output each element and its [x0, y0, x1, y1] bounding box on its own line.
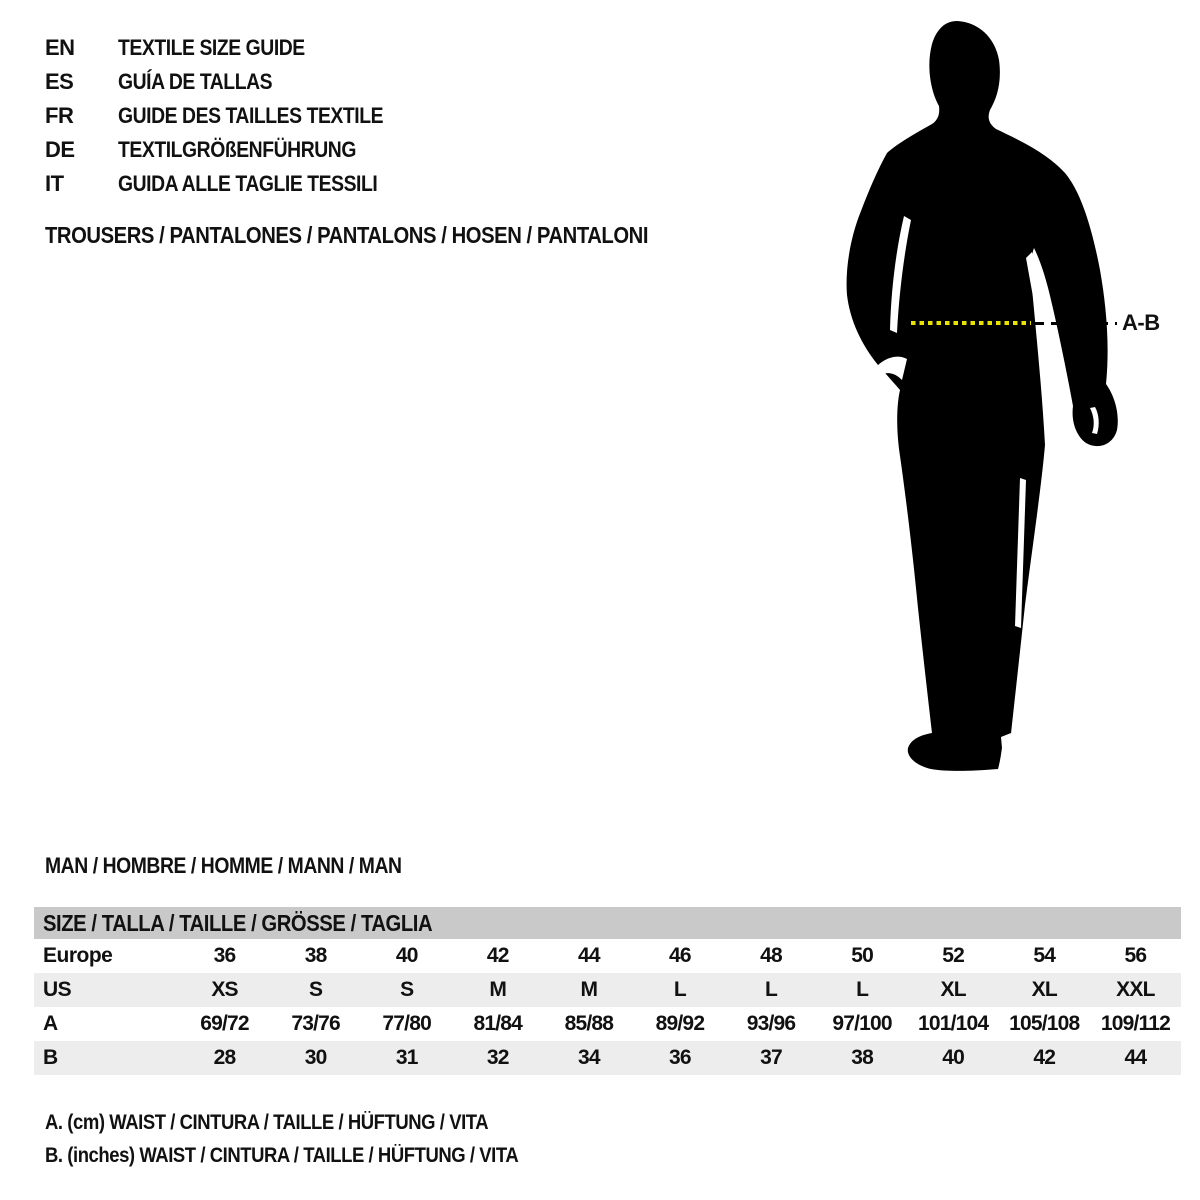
size-table-header-row: [34, 907, 1181, 939]
cell-value: 101/104: [918, 1012, 989, 1035]
cell-value: 81/84: [473, 1012, 523, 1035]
note-b-inches: [45, 1139, 583, 1172]
language-label: TEXTILGRÖßENFÜHRUNG: [118, 137, 356, 162]
section-title-text: MAN / HOMBRE / HOMME / MANN / MAN: [45, 853, 402, 878]
figure-silhouette: [840, 10, 1180, 785]
cell-value: XL: [1031, 978, 1057, 1001]
cell-value: 93/96: [746, 1012, 796, 1035]
cell-value: 36: [213, 944, 236, 967]
waist-measure-dashed-line: [1035, 322, 1117, 325]
cell-value: 32: [486, 1046, 509, 1069]
language-row-fr: [45, 99, 419, 133]
cell-value: 46: [669, 944, 691, 967]
language-row-de: [45, 133, 419, 167]
table-row-b-inches: [34, 1041, 1181, 1075]
cell-value: 52: [942, 944, 965, 967]
cell-value: XS: [211, 978, 238, 1001]
measurement-notes: [45, 1106, 583, 1172]
cell-value: 109/112: [1100, 1012, 1170, 1035]
language-list: [45, 31, 419, 201]
language-label: TEXTILE SIZE GUIDE: [118, 35, 305, 60]
row-label-b: B: [43, 1046, 58, 1069]
language-label: GUIDE DES TAILLES TEXTILE: [118, 103, 384, 128]
cell-value: 85/88: [564, 1012, 614, 1035]
cell-value: M: [489, 978, 507, 1001]
note-a-cm: [45, 1106, 583, 1139]
language-row-it: [45, 167, 419, 201]
cell-value: 30: [304, 1046, 327, 1069]
table-row-europe: [34, 939, 1181, 973]
cell-value: XXL: [1116, 978, 1155, 1001]
cell-value: S: [400, 978, 414, 1001]
size-table: [34, 907, 1181, 1075]
cell-value: 40: [942, 1046, 965, 1069]
cell-value: L: [673, 978, 686, 1001]
cell-value: 38: [304, 944, 327, 967]
cell-value: 69/72: [200, 1012, 249, 1035]
language-code: IT: [45, 171, 64, 196]
size-table-header-label: SIZE / TALLA / TAILLE / GRÖSSE / TAGLIA: [43, 909, 433, 936]
cell-value: 37: [760, 1046, 782, 1069]
cell-value: L: [764, 978, 778, 1001]
cell-value: 105/108: [1009, 1012, 1080, 1035]
cell-value: 31: [395, 1046, 418, 1069]
cell-value: M: [580, 978, 598, 1001]
language-code: FR: [45, 103, 74, 128]
table-row-us: [34, 973, 1181, 1007]
category-title-text: TROUSERS / PANTALONES / PANTALONS / HOSEN / PANTALONI: [45, 222, 649, 248]
cell-value: 50: [851, 944, 873, 967]
language-code: DE: [45, 137, 75, 162]
cell-value: 73/76: [291, 1012, 340, 1035]
row-label-a: A: [43, 1012, 58, 1035]
waist-measure-dotted-line: [911, 321, 1031, 325]
cell-value: 44: [577, 944, 600, 967]
row-label-us: US: [43, 978, 72, 1001]
cell-value: 28: [213, 1046, 236, 1069]
language-code: ES: [45, 69, 74, 94]
cell-value: 89/92: [655, 1012, 705, 1035]
cell-value: 36: [669, 1046, 691, 1069]
language-row-en: [45, 31, 419, 65]
note-a-cm-text: A. (cm) WAIST / CINTURA / TAILLE / HÜFTUNG / VITA: [45, 1111, 489, 1134]
cell-value: XL: [940, 978, 966, 1001]
cell-value: 56: [1124, 944, 1147, 967]
cell-value: 34: [577, 1046, 600, 1069]
cell-value: 54: [1033, 944, 1056, 967]
language-label: GUIDA ALLE TAGLIE TESSILI: [118, 171, 378, 196]
cell-value: 40: [395, 944, 418, 967]
language-code: EN: [45, 35, 75, 60]
cell-value: 97/100: [832, 1012, 892, 1035]
language-row-es: [45, 65, 419, 99]
man-silhouette-graphic: [840, 10, 1180, 785]
cell-value: 42: [1033, 1046, 1056, 1069]
cell-value: S: [309, 978, 323, 1001]
measure-label-ab: A-B: [1122, 310, 1160, 335]
section-title: [45, 853, 450, 879]
cell-value: L: [856, 978, 869, 1001]
table-row-a-cm: [34, 1007, 1181, 1041]
language-label: GUÍA DE TALLAS: [118, 69, 273, 94]
cell-value: 77/80: [382, 1012, 431, 1035]
cell-value: 44: [1124, 1046, 1147, 1069]
size-table-header-cell: [34, 907, 1181, 939]
cell-value: 38: [851, 1046, 873, 1069]
cell-value: 48: [760, 944, 782, 967]
row-label-europe: Europe: [43, 944, 113, 967]
category-title: [45, 222, 730, 249]
cell-value: 42: [486, 944, 509, 967]
note-b-inches-text: B. (inches) WAIST / CINTURA / TAILLE / HÜFTUNG / VITA: [45, 1144, 519, 1167]
